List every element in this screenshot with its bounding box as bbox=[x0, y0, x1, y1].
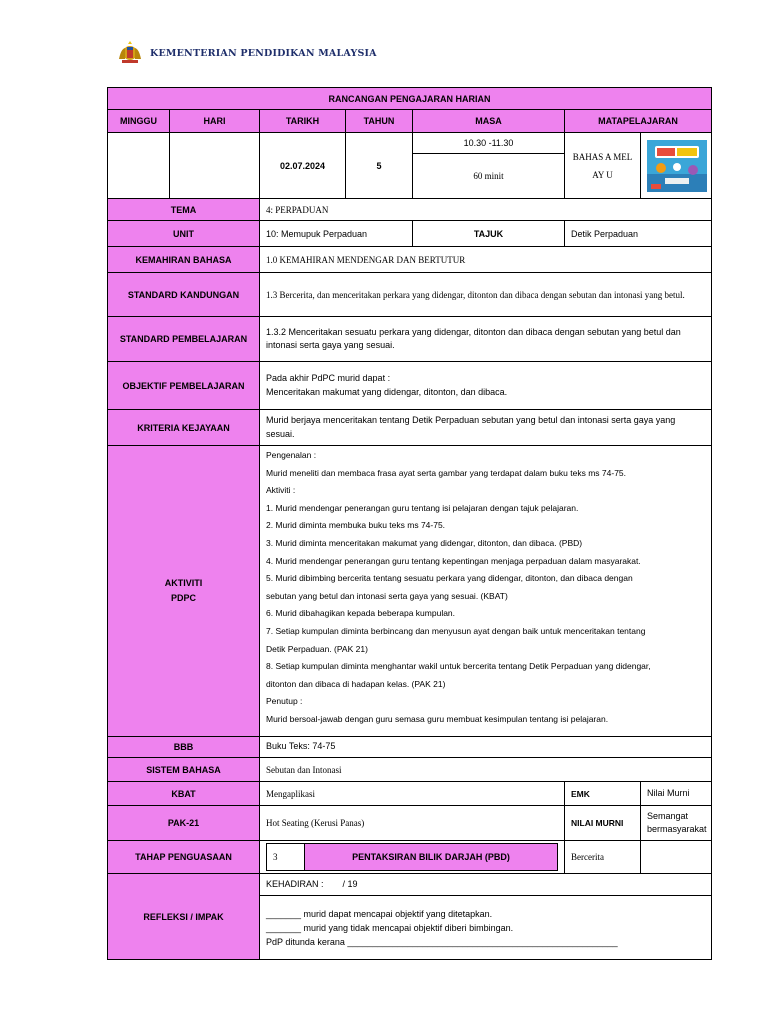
col-tarikh: TARIKH bbox=[260, 110, 346, 133]
ministry-name: KEMENTERIAN PENDIDIKAN MALAYSIA bbox=[150, 47, 377, 59]
aktiviti-line: Aktiviti : bbox=[266, 485, 296, 496]
col-matapelajaran: MATAPELAJARAN bbox=[565, 110, 712, 133]
emk-label: EMK bbox=[565, 782, 641, 806]
aktiviti-line: Detik Perpaduan. (PAK 21) bbox=[266, 643, 368, 654]
objektif-value bbox=[260, 362, 712, 410]
aktiviti-line: Murid bersoal-jawab dengan guru semasa guru membuat kesimpulan tentang isi pelajaran. bbox=[266, 713, 609, 724]
tajuk-label: TAJUK bbox=[413, 221, 565, 247]
aktiviti-label bbox=[108, 446, 260, 737]
kehadiran-label: KEHADIRAN : bbox=[266, 878, 324, 889]
bbb-value: Buku Teks: 74-75 bbox=[260, 737, 712, 758]
pbd-value: Bercerita bbox=[565, 841, 641, 874]
aktiviti-label-1: AKTIVITI bbox=[164, 578, 203, 588]
aktiviti-line: ditonton dan dibaca di hadapan kelas. (PAK 21) bbox=[266, 678, 446, 689]
malaysia-crest-icon bbox=[116, 41, 144, 65]
tema-label: TEMA bbox=[108, 199, 260, 221]
aktiviti-line: Penutup : bbox=[266, 696, 303, 707]
objektif-line-1: Pada akhir PdPC murid dapat : bbox=[266, 373, 391, 384]
aktiviti-label-2: PDPC bbox=[170, 593, 196, 603]
aktiviti-line: 4. Murid mendengar penerangan guru tentang kepentingan menjaga perpaduan dalam masyarakat. bbox=[266, 555, 641, 566]
kemahiran-label: KEMAHIRAN BAHASA bbox=[108, 247, 260, 273]
nilai-murni-label: NILAI MURNI bbox=[565, 806, 641, 841]
subject-text: BAHAS A MELAY U bbox=[572, 151, 633, 180]
refleksi-line-2: _______ murid yang tidak mencapai objektif diberi bimbingan. bbox=[266, 922, 514, 933]
hari-value bbox=[170, 133, 260, 199]
minggu-value bbox=[108, 133, 170, 199]
tahun-value: 5 bbox=[346, 133, 413, 199]
tarikh-value: 02.07.2024 bbox=[260, 133, 346, 199]
standard-kandungan-label: STANDARD KANDUNGAN bbox=[108, 273, 260, 317]
nilai-murni-value: Semangat bermasyarakat bbox=[641, 806, 712, 841]
ministry-header bbox=[116, 40, 377, 66]
unit-value: 10: Memupuk Perpaduan bbox=[260, 221, 413, 247]
kemahiran-value: 1.0 KEMAHIRAN MENDENGAR DAN BERTUTUR bbox=[260, 247, 712, 273]
col-tahun: TAHUN bbox=[346, 110, 413, 133]
aktiviti-line: Murid meneliti dan membaca frasa ayat serta gambar yang terdapat dalam buku teks ms 74-75. bbox=[266, 467, 627, 478]
subject-value bbox=[565, 133, 641, 199]
standard-kandungan-value: 1.3 Bercerita, dan menceritakan perkara yang didengar, ditonton dan dibaca dengan sebutan dan intonasi yang betul. bbox=[260, 273, 712, 317]
masa-duration: 60 minit bbox=[413, 154, 565, 199]
sistem-bahasa-label: SISTEM BAHASA bbox=[108, 758, 260, 782]
unit-label: UNIT bbox=[108, 221, 260, 247]
refleksi-label: REFLEKSI / IMPAK bbox=[108, 874, 260, 960]
pbd-empty-cell bbox=[641, 841, 712, 874]
pbd-label: PENTAKSIRAN BILIK DARJAH (PBD) bbox=[305, 844, 558, 871]
tahap-label: TAHAP PENGUASAAN bbox=[108, 841, 260, 874]
col-hari: HARI bbox=[170, 110, 260, 133]
kehadiran-value: / 19 bbox=[342, 878, 358, 889]
aktiviti-line: 5. Murid dibimbing bercerita tentang sesuatu perkara yang didengar, ditonton, dan dibaca dengan bbox=[266, 573, 633, 584]
sistem-bahasa-value: Sebutan dan Intonasi bbox=[260, 758, 712, 782]
objektif-label: OBJEKTIF PEMBELAJARAN bbox=[108, 362, 260, 410]
aktiviti-line: 2. Murid diminta membuka buku teks ms 74-75. bbox=[266, 520, 446, 531]
aktiviti-line: 8. Setiap kumpulan diminta menghantar wakil untuk bercerita tentang Detik Perpaduan yang didengar, bbox=[266, 661, 651, 672]
aktiviti-line: Pengenalan : bbox=[266, 450, 317, 460]
tahap-pbd-cell bbox=[260, 841, 565, 874]
bbb-label: BBB bbox=[108, 737, 260, 758]
textbook-cover-cell bbox=[641, 133, 712, 199]
refleksi-content bbox=[260, 896, 712, 960]
pak21-value: Hot Seating (Kerusi Panas) bbox=[260, 806, 565, 841]
emk-value: Nilai Murni bbox=[641, 782, 712, 806]
pak21-label: PAK-21 bbox=[108, 806, 260, 841]
objektif-line-2: Menceritakan makumat yang didengar, ditonton, dan dibaca. bbox=[266, 386, 508, 397]
tajuk-value: Detik Perpaduan bbox=[565, 221, 712, 247]
aktiviti-line: 1. Murid mendengar penerangan guru tentang isi pelajaran dengan tajuk pelajaran. bbox=[266, 502, 579, 513]
tahap-value: 3 bbox=[267, 844, 305, 871]
kbat-value: Mengaplikasi bbox=[260, 782, 565, 806]
textbook-cover-image bbox=[647, 140, 707, 192]
tema-value: 4: PERPADUAN bbox=[260, 199, 712, 221]
standard-pembelajaran-value: 1.3.2 Menceritakan sesuatu perkara yang didengar, ditonton dan dibaca dengan sebutan yang betul dan intonasi serta gaya yang sesuai. bbox=[260, 317, 712, 362]
aktiviti-line: 3. Murid diminta menceritakan makumat yang didengar, ditonton, dan dibaca. (PBD) bbox=[266, 537, 583, 548]
kehadiran-row bbox=[260, 874, 712, 896]
refleksi-line-1: _______ murid dapat mencapai objektif yang ditetapkan. bbox=[266, 908, 493, 919]
aktiviti-line: 6. Murid dibahagikan kepada beberapa kumpulan. bbox=[266, 608, 456, 619]
kriteria-value: Murid berjaya menceritakan tentang Detik Perpaduan sebutan yang betul dan intonasi serta gaya yang sesuai. bbox=[260, 410, 712, 446]
masa-time: 10.30 -11.30 bbox=[413, 133, 565, 154]
aktiviti-line: sebutan yang betul dan intonasi serta gaya yang sesuai. (KBAT) bbox=[266, 590, 508, 601]
standard-pembelajaran-label: STANDARD PEMBELAJARAN bbox=[108, 317, 260, 362]
kbat-label: KBAT bbox=[108, 782, 260, 806]
lesson-plan-table bbox=[107, 87, 712, 960]
table-title: RANCANGAN PENGAJARAN HARIAN bbox=[108, 88, 712, 110]
aktiviti-line: 7. Setiap kumpulan diminta berbincang dan menyusun ayat dengan baik untuk menceritakan tentang bbox=[266, 625, 646, 636]
kriteria-label: KRITERIA KEJAYAAN bbox=[108, 410, 260, 446]
col-masa: MASA bbox=[413, 110, 565, 133]
aktiviti-content bbox=[260, 446, 712, 737]
refleksi-line-3: PdP ditunda kerana ______________________________________________________ bbox=[266, 936, 618, 947]
col-minggu: MINGGU bbox=[108, 110, 170, 133]
